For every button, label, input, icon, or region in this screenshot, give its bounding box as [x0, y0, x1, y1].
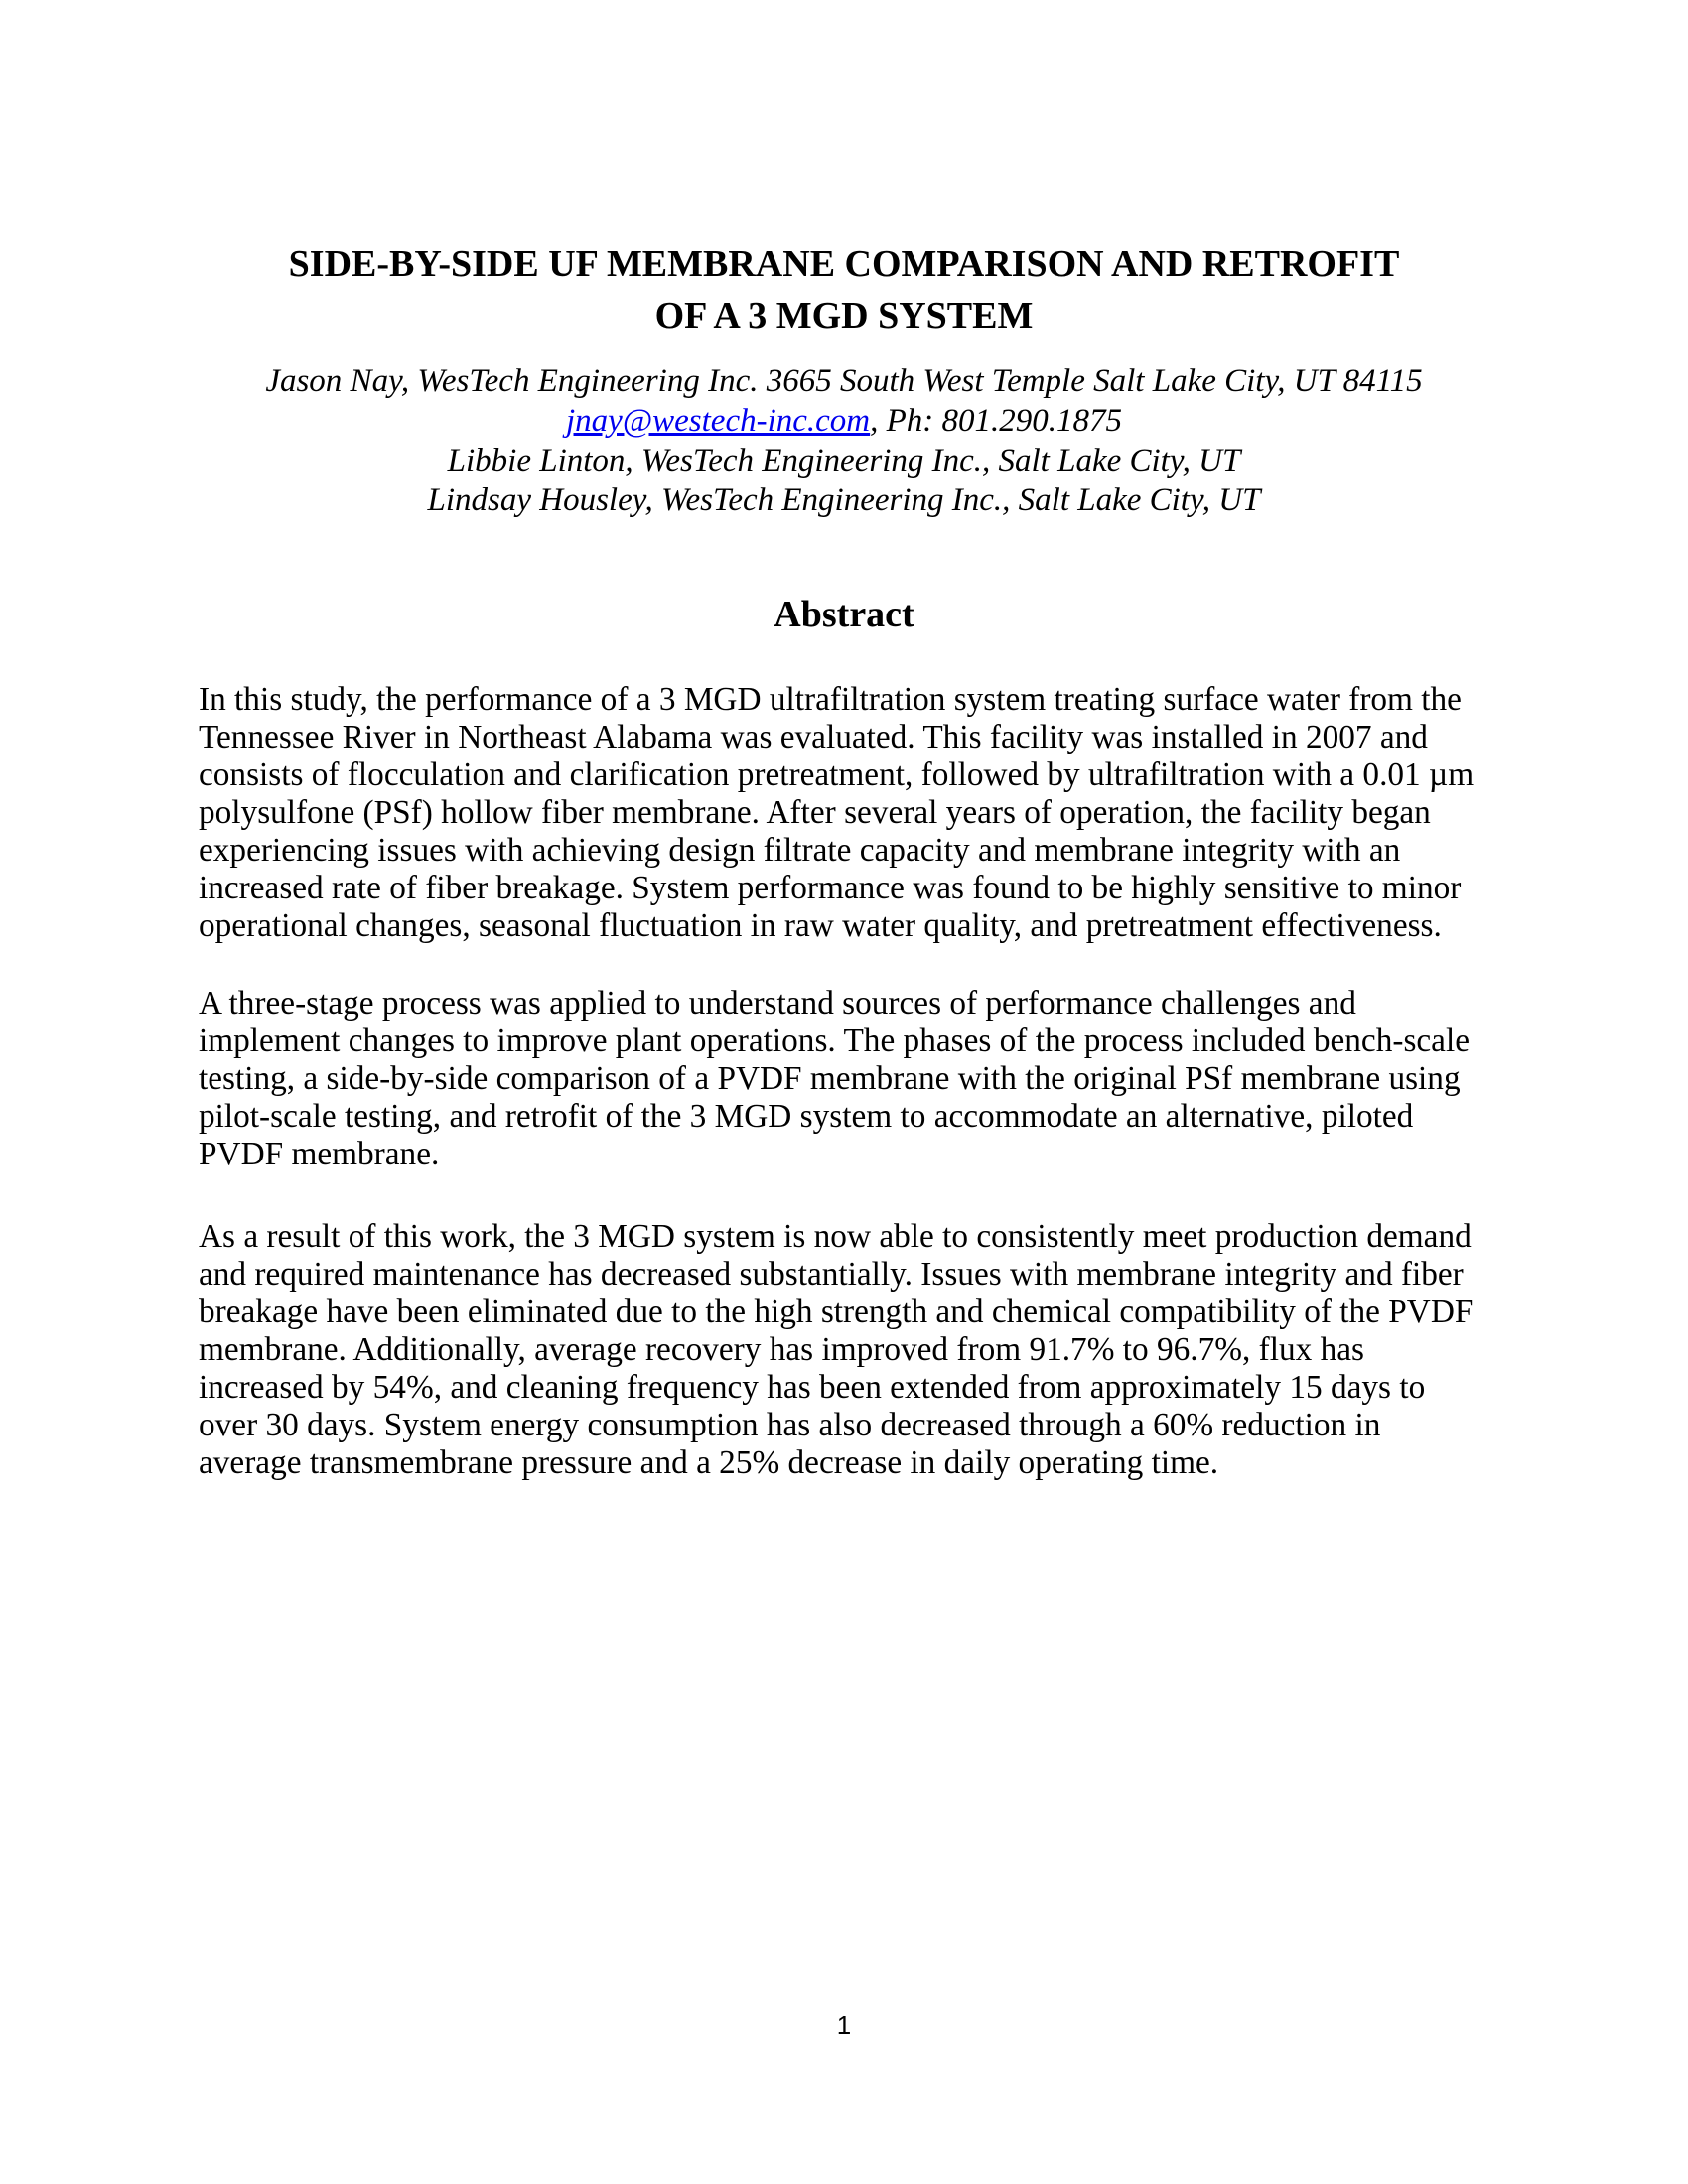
- author-line-3: Libbie Linton, WesTech Engineering Inc., Salt Lake City, UT: [447, 443, 1241, 478]
- author-line-2: [199, 401, 1489, 441]
- page-number: 1: [836, 2010, 852, 2040]
- paper-title-line-2: OF A 3 MGD SYSTEM: [654, 295, 1034, 337]
- author-line-1: Jason Nay, WesTech Engineering Inc. 3665 South West Temple Salt Lake City, UT 84115: [265, 363, 1423, 399]
- abstract-paragraph-3: As a result of this work, the 3 MGD system is now able to consistently meet production demand and required maintenance has decreased substantially. Issues with membrane integrity and fiber breakage have been eliminated due to the high strength and chemical compatibility of the PVDF membrane. Additionally, average recovery has improved from 91.7% to 96.7%, flux has increased by 54%, and cleaning frequency has been extended from approximately 15 days to over 30 days. System energy consumption has also decreased through a 60% reduction in average transmembrane pressure and a 25% decrease in daily operating time.: [199, 1218, 1474, 1481]
- abstract-paragraph-2: A three-stage process was applied to understand sources of performance challenges and implement changes to improve plant operations. The phases of the process included bench-scale testing, a side-by-side comparison of a PVDF membrane with the original PSf membrane using pilot-scale testing, and retrofit of the 3 MGD system to accommodate an alternative, piloted PVDF membrane.: [199, 985, 1470, 1172]
- abstract-paragraph-1: In this study, the performance of a 3 MGD ultrafiltration system treating surface water from the Tennessee River in Northeast Alabama was evaluated. This facility was installed in 2007 and consists of flocculation and clarification pretreatment, followed by ultrafiltration with a 0.01 µm polysulfone (PSf) hollow fiber membrane. After several years of operation, the facility began experiencing issues with achieving design filtrate capacity and membrane integrity with an increased rate of fiber breakage. System performance was found to be highly sensitive to minor operational changes, seasonal fluctuation in raw water quality, and pretreatment effectiveness.: [199, 681, 1475, 944]
- author-block: [199, 361, 1489, 520]
- author-line-4: Lindsay Housley, WesTech Engineering Inc., Salt Lake City, UT: [427, 482, 1261, 518]
- abstract-heading: Abstract: [774, 594, 914, 635]
- paper-title-line-1: SIDE-BY-SIDE UF MEMBRANE COMPARISON AND RETROFIT: [288, 243, 1400, 285]
- page-footer: [0, 2009, 1688, 2041]
- page-content: [199, 0, 1489, 1482]
- paper-title: [199, 238, 1489, 341]
- email-link[interactable]: jnay@westech-inc.com: [565, 403, 871, 439]
- author-line-2-rest: , Ph: 801.290.1875: [870, 403, 1123, 439]
